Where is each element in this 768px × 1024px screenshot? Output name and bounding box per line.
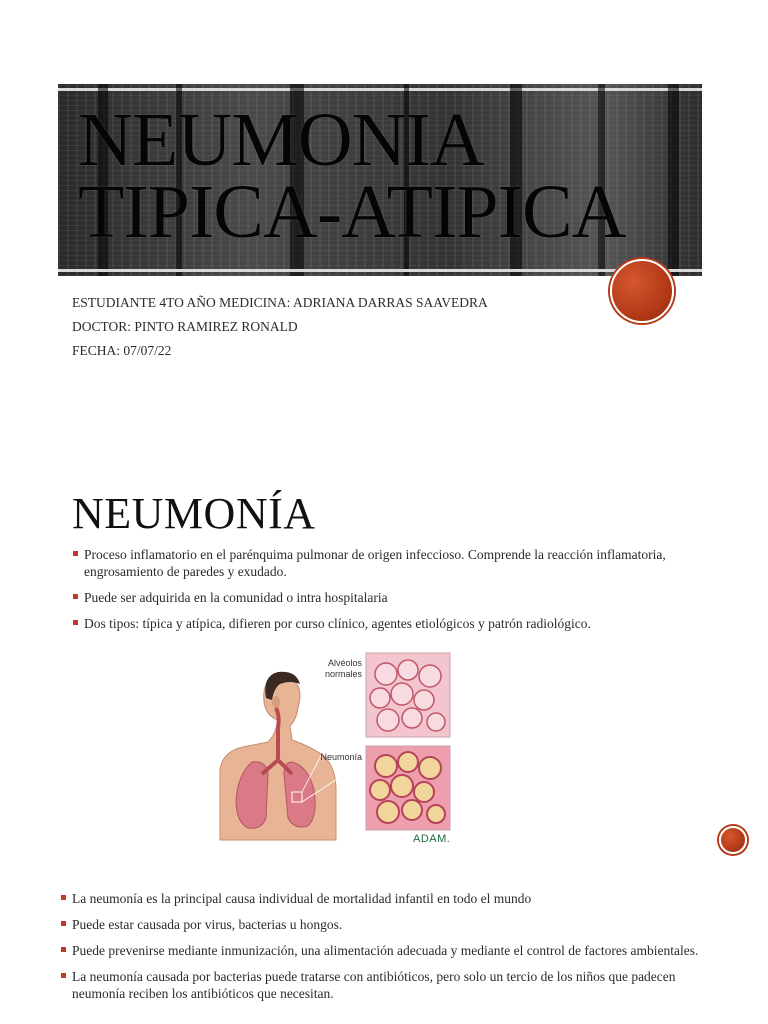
accent-circle-small-decoration: [719, 826, 747, 854]
student-line: ESTUDIANTE 4TO AÑO MEDICINA: ADRIANA DARRAS SAAVEDRA: [72, 295, 488, 310]
section-heading: NEUMONÍA: [72, 489, 316, 538]
list-item: La neumonía causada por bacterias puede tratarse con antibióticos, pero solo un tercio de los niños que padecen neumonía reciben los antibióticos que necesitan.: [60, 968, 720, 1002]
list-item: Puede prevenirse mediante inmunización, una alimentación adecuada y mediante el control de factores ambientales.: [60, 942, 720, 959]
slide-title: [78, 98, 698, 254]
bullet-list-secondary: [60, 890, 720, 1011]
list-item: Dos tipos: típica y atípica, difieren por curso clínico, agentes etiológicos y patrón radiológico.: [72, 615, 712, 632]
label-pneumonia: Neumonía: [320, 752, 362, 762]
adam-logo: ADAM.: [413, 833, 451, 845]
pneumonia-illustration: [218, 650, 463, 848]
list-item: La neumonía es la principal causa individual de mortalidad infantil en todo el mundo: [60, 890, 720, 907]
label-normal-alveoli: Alvéolos normales: [324, 658, 362, 679]
accent-circle-decoration: [610, 259, 674, 323]
list-item: Puede ser adquirida en la comunidad o intra hospitalaria: [72, 589, 712, 606]
bullet-list: [72, 546, 712, 641]
title-banner: [58, 84, 702, 276]
doctor-line: DOCTOR: PINTO RAMIREZ RONALD: [72, 319, 298, 334]
title-line-2: TIPICA-ATIPICA: [78, 170, 626, 254]
list-item: Puede estar causada por virus, bacterias u hongos.: [60, 916, 720, 933]
list-item: Proceso inflamatorio en el parénquima pulmonar de origen infeccioso. Comprende la reacción inflamatoria, engrosamiento de paredes y exudado.: [72, 546, 712, 580]
date-line: FECHA: 07/07/22: [72, 343, 172, 358]
title-line-1: NEUMONIA: [78, 98, 484, 182]
